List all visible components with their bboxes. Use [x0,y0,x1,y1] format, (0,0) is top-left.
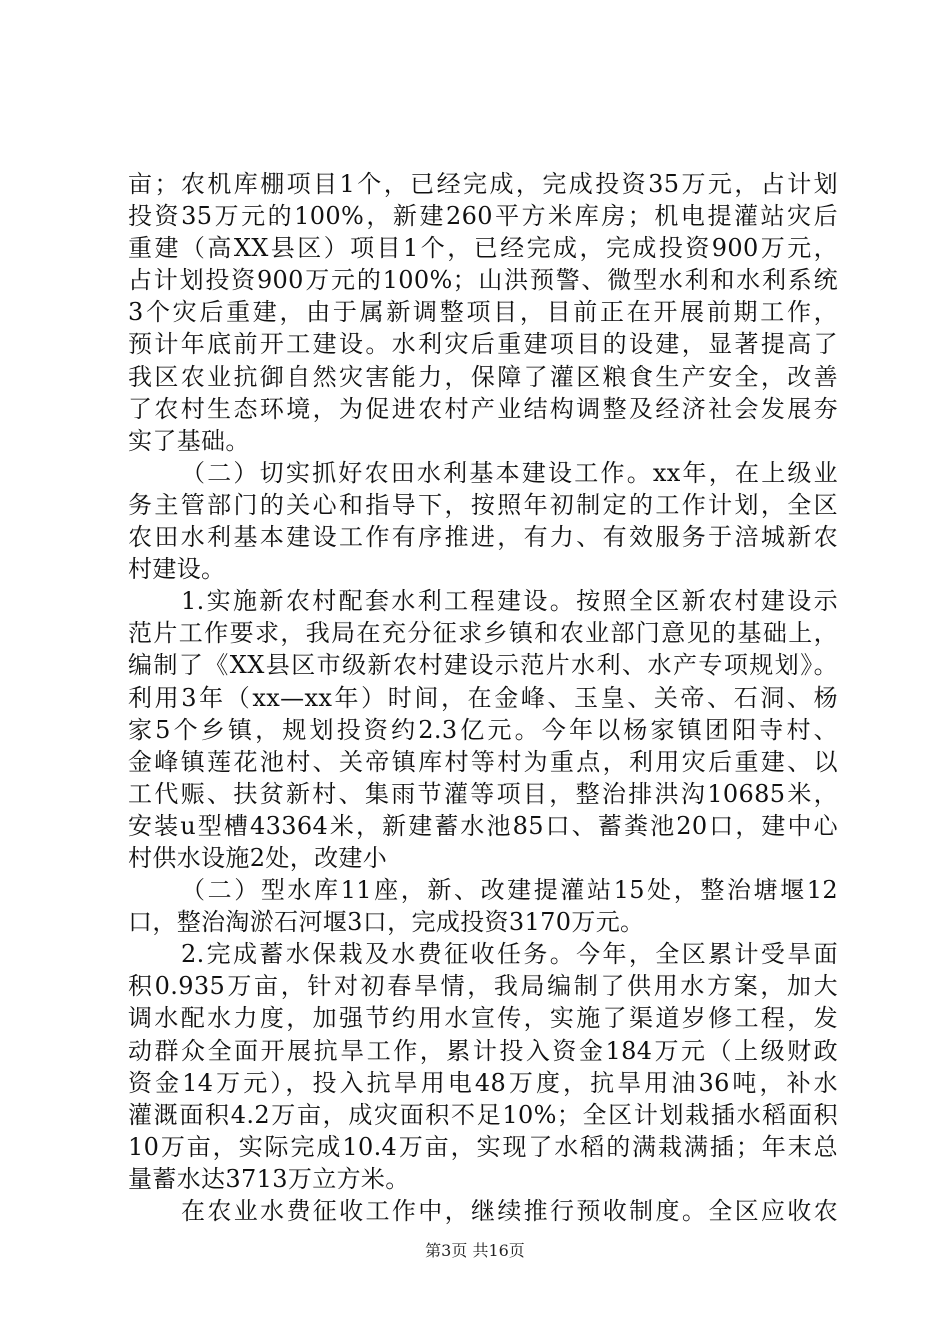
text-line: 家5个乡镇，规划投资约2.3亿元。今年以杨家镇团阳寺村、 [128,715,838,744]
text-line: 利用3年（xx—xx年）时间，在金峰、玉皇、关帝、石洞、杨 [128,683,838,712]
text-line: 口，整治淘淤石河堰3口，完成投资3170万元。 [128,908,645,937]
text-line: 量蓄水达3713万立方米。 [128,1164,410,1193]
text-line: 范片工作要求，我局在充分征求乡镇和农业部门意见的基础上， [128,619,838,648]
text-line: 灌溉面积4.2万亩，成灾面积不足10%；全区计划栽插水稻面积 [128,1100,838,1129]
page-number-footer: 第3页 共16页 [425,1241,525,1260]
text-line: 预计年底前开工建设。水利灾后重建项目的设建，显著提高了 [128,330,838,359]
text-line: 我区农业抗御自然灾害能力，保障了灌区粮食生产安全，改善 [128,362,838,391]
text-line: 工代赈、扶贫新村、集雨节灌等项目，整治排洪沟10685米， [128,779,838,808]
document-body [128,168,838,1227]
text-line: 1.实施新农村配套水利工程建设。按照全区新农村建设示 [181,587,838,616]
text-line: 10万亩，实际完成10.4万亩，实现了水稻的满栽满插；年末总 [128,1132,838,1161]
text-line: 3个灾后重建，由于属新调整项目，目前正在开展前期工作， [128,298,838,327]
text-line: 安装u型槽43364米，新建蓄水池85口、蓄粪池20口，建中心 [128,811,838,840]
text-line: 务主管部门的关心和指导下，按照年初制定的工作计划，全区 [128,490,838,519]
text-line: 资金14万元），投入抗旱用电48万度，抗旱用油36吨，补水 [128,1068,838,1097]
text-line: （二）型水库11座，新、改建提灌站15处，整治塘堰12 [181,876,838,905]
text-line: 调水配水力度，加强节约用水宣传，实施了渠道岁修工程，发 [128,1004,838,1033]
text-line: 了农村生态环境，为促进农村产业结构调整及经济社会发展夯 [128,394,838,423]
text-line: 投资35万元的100%，新建260平方米库房；机电提灌站灾后 [128,202,838,231]
text-line: 占计划投资900万元的100%；山洪预警、微型水利和水利系统 [128,266,838,295]
text-line: （二）切实抓好农田水利基本建设工作。xx年，在上级业 [181,458,838,487]
text-line: 重建（高XX县区）项目1个，已经完成，完成投资900万元， [128,234,838,263]
text-line: 村供水设施2处，改建小 [128,843,388,872]
text-line: 村建设。 [128,555,226,584]
text-line: 实了基础。 [128,426,250,455]
text-line: 积0.935万亩，针对初春旱情，我局编制了供用水方案，加大 [128,972,838,1001]
text-line: 动群众全面开展抗旱工作，累计投入资金184万元（上级财政 [128,1036,838,1065]
text-line: 在农业水费征收工作中，继续推行预收制度。全区应收农 [181,1197,838,1225]
text-line: 2.完成蓄水保栽及水费征收任务。今年，全区累计受旱面 [181,940,838,969]
text-line: 亩；农机库棚项目1个，已经完成，完成投资35万元，占计划 [128,170,838,198]
text-line: 编制了《XX县区市级新农村建设示范片水利、水产专项规划》。 [128,651,838,680]
text-line: 金峰镇莲花池村、关帝镇库村等村为重点，利用灾后重建、以 [128,747,838,776]
text-line: 农田水利基本建设工作有序推进，有力、有效服务于涪城新农 [128,523,838,552]
